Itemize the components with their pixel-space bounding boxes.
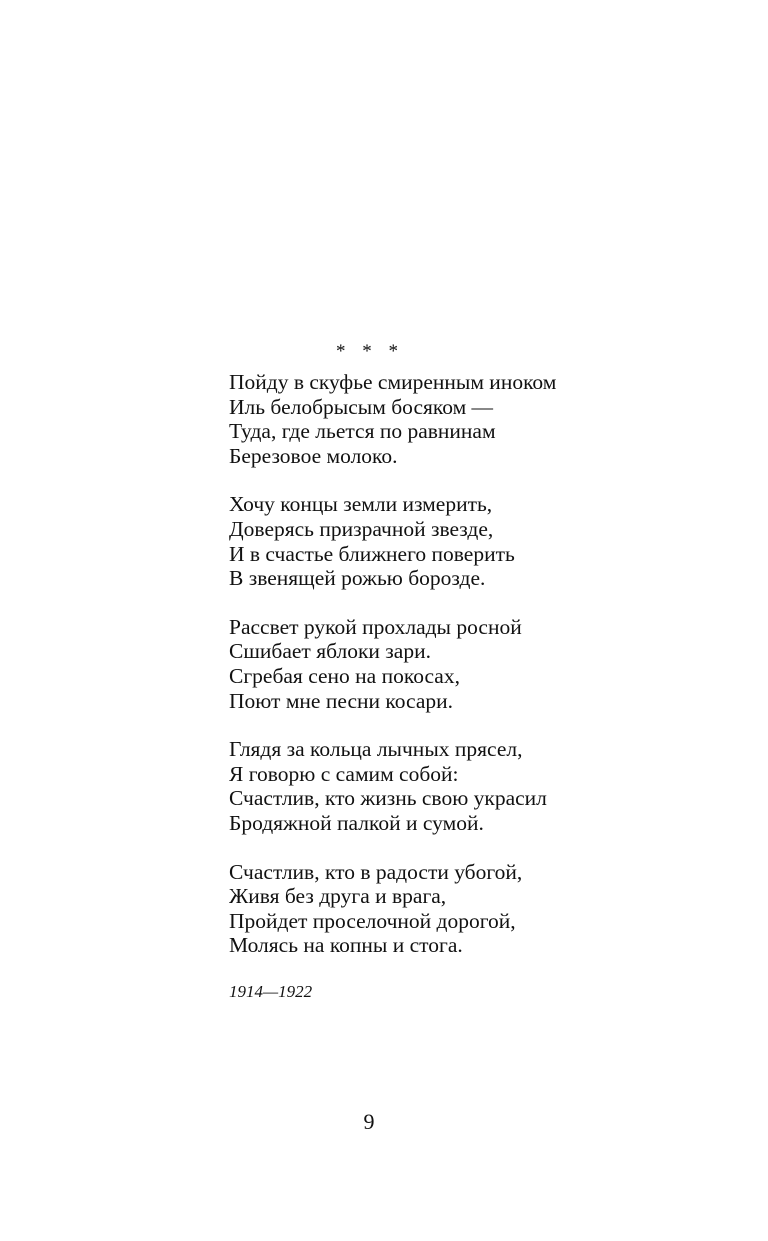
poem-line: Молясь на копны и стога. (229, 933, 463, 958)
poem-line: Пойду в скуфье смиренным иноком (229, 370, 557, 394)
poem-line: Сгребая сено на покосах, (229, 663, 460, 688)
poem-line: Глядя за кольца лычных прясел, (229, 737, 523, 762)
poem-body (229, 370, 729, 982)
poem-line: Иль белобрысым босяком — (229, 394, 494, 419)
stanza-3 (229, 615, 729, 713)
poem-line: В звенящей рожью борозде. (229, 566, 486, 591)
poem-line: Доверясь призрачной звезде, (229, 516, 494, 541)
poem-line: Хочу концы земли измерить, (229, 492, 493, 517)
poem-line: Березовое молоко. (229, 443, 398, 468)
stanza-1 (229, 370, 729, 468)
stanza-separator: * * * (336, 341, 404, 362)
page-number: 9 (363, 1109, 375, 1134)
poem-line: Пройдет проселочной дорогой, (229, 908, 516, 933)
poem-line: Поют мне песни косари. (229, 688, 453, 713)
poem-line: Я говорю с самим собой: (229, 761, 459, 786)
stanza-2 (229, 492, 729, 590)
poem-line: Туда, где льется по равнинам (229, 419, 496, 444)
poem-line: И в счастье ближнего поверить (229, 541, 515, 566)
poem-line: Рассвет рукой прохлады росной (229, 614, 522, 639)
poem-line: Счастлив, кто в радости убогой, (229, 859, 523, 884)
poem-line: Живя без друга и врага, (229, 884, 447, 909)
stanza-4 (229, 737, 729, 835)
poem-line: Счастлив, кто жизнь свою украсил (229, 786, 547, 811)
poem-date: 1914—1922 (229, 982, 313, 1001)
poem-line: Бродяжной палкой и сумой. (229, 810, 484, 835)
poem-line: Сшибает яблоки зари. (229, 639, 431, 664)
stanza-5 (229, 860, 729, 958)
